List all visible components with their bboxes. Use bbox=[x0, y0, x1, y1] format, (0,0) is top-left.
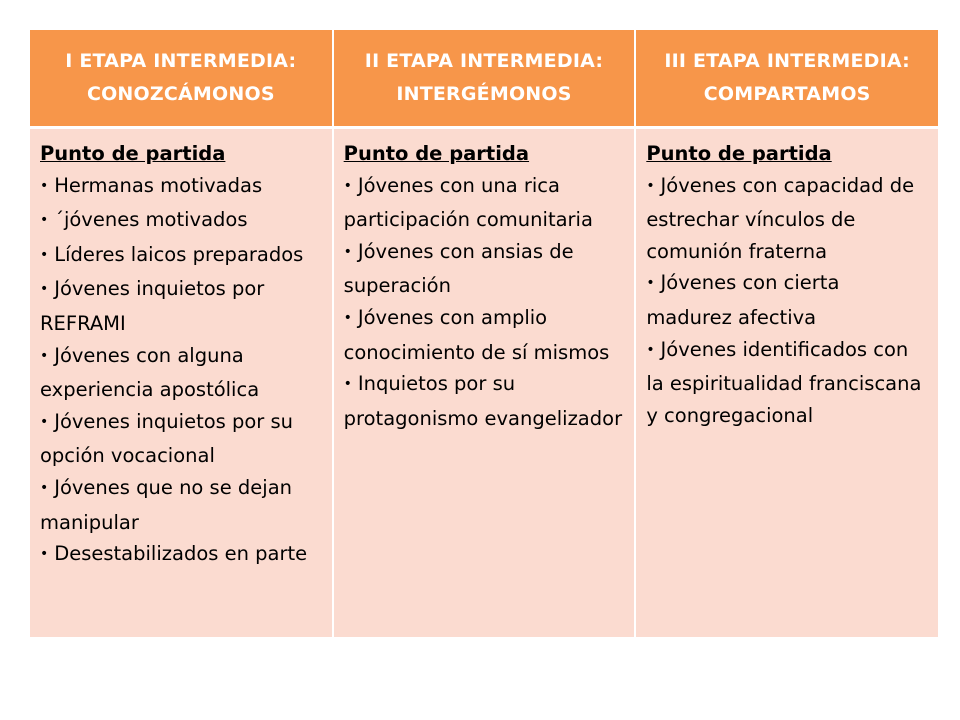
list-item bbox=[40, 406, 322, 472]
list-item bbox=[646, 334, 928, 432]
list-item bbox=[40, 273, 322, 339]
list-item-text: Jóvenes con capacidad de estrechar vínculos de comunión fraterna bbox=[646, 173, 915, 263]
stage-1-section-title: Punto de partida bbox=[40, 142, 226, 165]
stage-3-cell bbox=[635, 128, 938, 638]
stage-2-header-line2: INTERGÉMONOS bbox=[396, 83, 572, 105]
stage-1-header bbox=[30, 30, 333, 128]
list-item-text: Jóvenes inquietos por su opción vocacional bbox=[40, 409, 294, 468]
list-item bbox=[344, 302, 625, 368]
stage-1-header-line2: CONOZCÁMONOS bbox=[86, 83, 275, 105]
list-item-text: Jóvenes con ansias de superación bbox=[343, 239, 574, 298]
stage-2-header-line1: II ETAPA INTERMEDIA: bbox=[364, 50, 604, 72]
list-item bbox=[40, 204, 322, 239]
list-item-text: Jóvenes inquietos por REFRAMI bbox=[40, 277, 265, 335]
stage-2-header bbox=[333, 30, 636, 128]
bullet-icon: • bbox=[40, 212, 49, 229]
list-item-text: Jóvenes que no se dejan manipular bbox=[40, 475, 293, 534]
list-item-text: ´jóvenes motivados bbox=[54, 208, 248, 232]
stage-3-section-title: Punto de partida bbox=[646, 142, 832, 165]
list-item-text: Jóvenes con amplio conocimiento de sí mismos bbox=[343, 305, 610, 364]
list-item bbox=[40, 170, 322, 205]
list-item bbox=[344, 170, 625, 236]
stage-2-cell bbox=[333, 128, 636, 638]
stages-table bbox=[30, 30, 938, 637]
list-item bbox=[40, 239, 322, 274]
bullet-icon: • bbox=[646, 275, 655, 292]
list-item-text: Líderes laicos preparados bbox=[54, 242, 304, 266]
bullet-icon: • bbox=[646, 177, 655, 194]
bullet-icon: • bbox=[40, 546, 49, 563]
bullet-icon: • bbox=[40, 281, 49, 298]
list-item bbox=[646, 170, 928, 268]
list-item-text: Inquietos por su protagonismo evangelizador bbox=[343, 372, 623, 430]
list-item-text: Desestabilizados en parte bbox=[54, 542, 308, 566]
stage-1-cell bbox=[30, 128, 333, 638]
list-item bbox=[40, 340, 322, 406]
bullet-icon: • bbox=[40, 413, 49, 430]
list-item bbox=[344, 368, 625, 434]
list-item-text: Jóvenes con una rica participación comunitaria bbox=[343, 173, 593, 232]
stage-3-header-line1: III ETAPA INTERMEDIA: bbox=[664, 50, 910, 72]
bullet-icon: • bbox=[343, 309, 352, 326]
header-row bbox=[30, 30, 938, 128]
bullet-icon: • bbox=[40, 347, 49, 364]
bullet-icon: • bbox=[40, 479, 49, 496]
stage-2-list bbox=[344, 170, 625, 435]
bullet-icon: • bbox=[646, 341, 655, 358]
stage-1-header-line1: I ETAPA INTERMEDIA: bbox=[65, 50, 297, 72]
list-item-text: Hermanas motivadas bbox=[54, 173, 263, 197]
list-item bbox=[40, 538, 322, 573]
stage-2-section-title: Punto de partida bbox=[343, 142, 530, 165]
bullet-icon: • bbox=[343, 243, 352, 260]
bullet-icon: • bbox=[40, 246, 49, 263]
list-item-text: Jóvenes identificados con la espiritualidad franciscana y congregacional bbox=[646, 337, 922, 427]
list-item bbox=[40, 472, 322, 538]
stage-3-list bbox=[646, 170, 928, 432]
body-row bbox=[30, 128, 938, 638]
bullet-icon: • bbox=[40, 177, 49, 194]
list-item bbox=[646, 267, 928, 333]
list-item-text: Jóvenes con cierta madurez afectiva bbox=[646, 271, 840, 329]
list-item-text: Jóvenes con alguna experiencia apostólica bbox=[40, 343, 260, 402]
stage-1-list bbox=[40, 170, 322, 573]
list-item bbox=[344, 236, 625, 302]
stage-3-header bbox=[635, 30, 938, 128]
bullet-icon: • bbox=[343, 177, 352, 194]
stage-3-header-line2: COMPARTAMOS bbox=[703, 83, 871, 105]
bullet-icon: • bbox=[343, 376, 352, 393]
